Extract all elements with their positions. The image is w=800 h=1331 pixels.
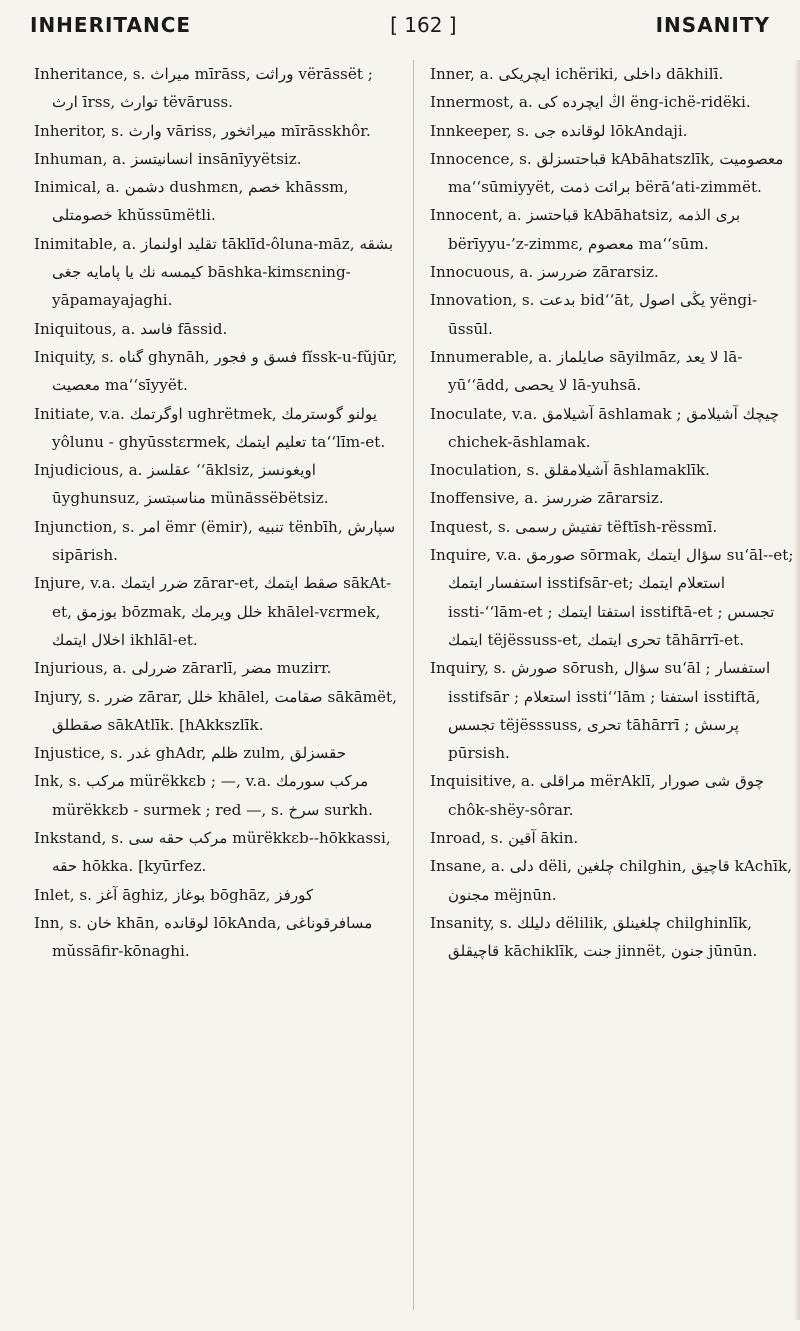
entry-inimitable: Inimitable, a. تقليد اولنماز tāklīd-ôluna-māz, بشقه كيمسه نك يا پامايه جغى bāshka-kimsɛning-yāpamayajaghi.: [34, 234, 394, 310]
entry-insane: Insane, a. دلى dëli, چلغين chilghin, قاچيق kAchīk, مجنون mëjnūn.: [430, 857, 792, 904]
page-number: [ 162 ]: [390, 13, 457, 37]
entry-inquisitive: Inquisitive, a. مراقلى mërAklī, چوق شى صورار chôk-shëy-sôrar.: [430, 772, 765, 819]
entry-innocence: Innocence, s. قباحتسزلق kAbāhatszlīk, معصوميت ma‘‘sūmiyyët, برائت ذمت bërā‘ati-zimmët.: [430, 149, 784, 197]
entry-inkstand: Inkstand, s. مركب حقه سى mürëkkɛb--hōkkassi, حقه hōkka. [kyūrfez.: [34, 829, 391, 876]
entry-initiate: Initiate, v.a. اوگرتمك ughrëtmek, يولنو گوسترمك yôlunu - ghyūsstɛrmek, تعليم ايتمك ta‘‘līm-et.: [34, 404, 386, 451]
entry-injustice: Injustice, s. غدر ghAdr, ظلم zulm, حقسزلق: [34, 744, 347, 763]
entry-injury: Injury, s. ضرر zārar, خلل khālel, صقامت sākāmët, صقطلق sākAtlīk. [hAkkszlīk.: [34, 687, 397, 734]
entry-innocuous: Innocuous, a. ضررسز zārarsiz.: [430, 263, 659, 282]
entry-injudicious: Injudicious, a. عقلسز ‘‘āklsiz, اويغونسز ūyghunsuz, مناسبتسز münāssëbëtsiz.: [34, 461, 329, 508]
left-column: [34, 60, 402, 966]
entry-ink: Ink, s. مركب mürëkkɛb ; —, v.a. مركب سورمك mürëkkɛb - surmek ; red —, s. سرخ surkh.: [34, 772, 373, 819]
entry-injunction: Injunction, s. امر ëmr (ëmir), تنبيه tënbīh, سپارش sipārish.: [34, 517, 396, 565]
entry-inoculate: Inoculate, v.a. آشيلامق āshlamak ; چيچك آشيلامق chichek-āshlamak.: [430, 404, 780, 451]
entry-insanity: Insanity, s. دليلك dëlilik, چلغينلق chilghinlīk, قاچيقلق kāchiklīk, جنت jinnët, جنون jūnūn.: [430, 913, 758, 961]
entry-inquest: Inquest, s. تفتيش رسمى tëftīsh-rëssmī.: [430, 517, 718, 536]
entry-iniquitous: Iniquitous, a. فاسد fāssid.: [34, 319, 228, 338]
column-divider: [413, 60, 414, 1310]
entry-iniquity: Iniquity, s. گناه ghynāh, فسق و فجور fĭssk-u-fŭjūr, معصيت ma‘‘sīyyët.: [34, 347, 398, 395]
page-header: [30, 10, 770, 40]
entry-inheritance: Inheritance, s. ميراث mīrāss, وراثت vërāssët ; ارث īrss, توارث tëvāruss.: [34, 65, 373, 112]
entry-injurious: Injurious, a. ضررلى zārarlī, مضر muzirr.: [34, 659, 332, 678]
entry-innkeeper: Innkeeper, s. لوقانده جى lōkAndaji.: [430, 121, 688, 140]
entry-innermost: Innermost, a. اڭ ايچرده كى ëng-ichë-ridëki.: [430, 93, 751, 112]
entry-inn: Inn, s. خان khān, لوقانده lōkAnda, مسافرقوناغى mŭssāfir-kōnaghi.: [34, 913, 373, 961]
entry-inlet: Inlet, s. آغز āghiz, بوغاز bōghāz, كورفز: [34, 885, 314, 904]
entry-inroad: Inroad, s. آقين ākin.: [430, 829, 579, 848]
entry-inoffensive: Inoffensive, a. ضررسز zārarsiz.: [430, 489, 664, 508]
entry-inimical: Inimical, a. دشمن dushmɛn, خصم khāssm, خصومتلى khŭssūmëtli.: [34, 178, 349, 225]
entry-inhuman: Inhuman, a. انسانيتسز insānīyyëtsiz.: [34, 149, 302, 168]
entry-inquiry: Inquiry, s. صورش sōrush, سؤال su‘āl ; استفسار isstifsār ; استعلام issti‘‘lām ; استفتا isstiftā, تجسس tëjësssuss, تحرى tāhārrī ; پرسش pūrsish.: [430, 659, 771, 763]
header-last-word: INSANITY: [655, 13, 770, 37]
entry-inner: Inner, a. ايچريكى ichëriki, داخلى dākhilī.: [430, 65, 724, 83]
header-first-word: INHERITANCE: [30, 13, 192, 37]
entry-innovation: Innovation, s. بدعت bid‘‘āt, يڭى اصول yëngi-ūssūl.: [430, 291, 758, 338]
right-column: [430, 60, 798, 966]
entry-inquire: Inquire, v.a. صورمق sōrmak, سؤال ايتمك su‘āl--et; استفسار ايتمك isstifsār-et; استعلام ايتمك issti-‘‘lām-et ; استفتا ايتمك isstiftā-et ; تجسس ايتمك tëjëssuss-et, تحرى ايتمك tāhārrī-et.: [430, 546, 794, 649]
entry-innumerable: Innumerable, a. صايلماز sāyilmāz, لا يعد lā-yū‘‘ādd, لا يحصى lā-yuhsā.: [430, 347, 743, 395]
entry-innocent: Innocent, a. قباحتسز kAbāhatsiz, برى الذمه bërīyyu-’z-zimmɛ, معصوم ma‘‘sūm.: [430, 206, 741, 253]
entry-inheritor: Inheritor, s. وارث vāriss, ميراثخور mīrāsskhôr.: [34, 121, 371, 140]
entry-inoculation: Inoculation, s. آشيلامقلق āshlamaklīk.: [430, 461, 711, 480]
entry-injure: Injure, v.a. ضرر ايتمك zārar-et, صقط ايتمك sākAt-et, بوزمق bōzmak, خلل ويرمك khālel-vɛrmek, اخلال ايتمك ikhlāl-et.: [34, 574, 392, 649]
